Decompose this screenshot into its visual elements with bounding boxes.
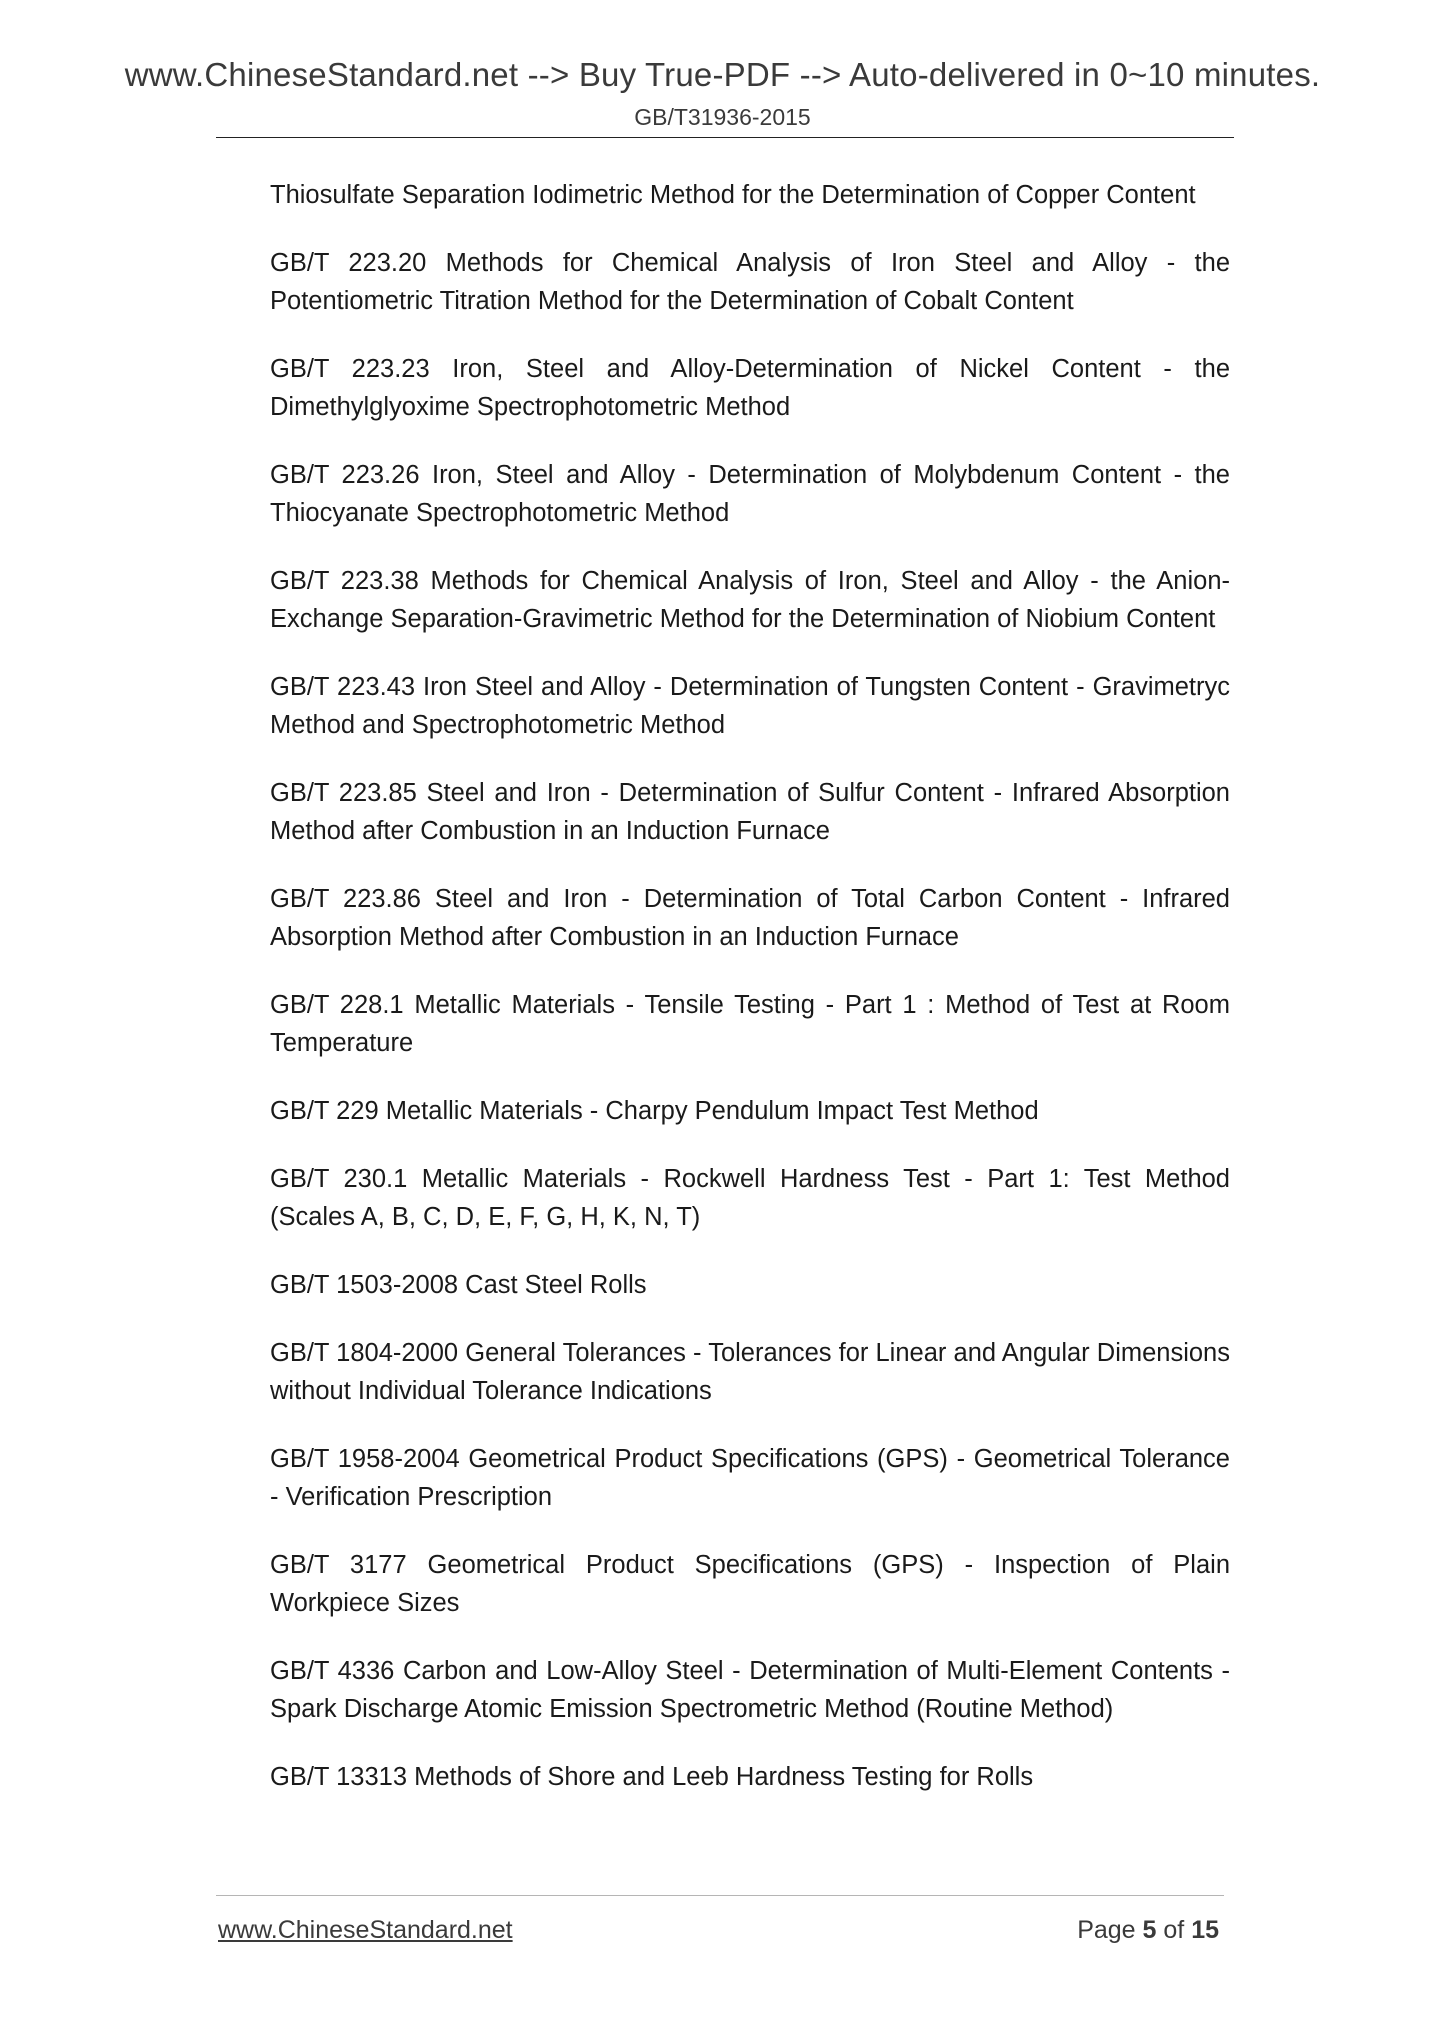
reference-item: GB/T 1503-2008 Cast Steel Rolls [270,1271,647,1299]
reference-item: GB/T 229 Metallic Materials - Charpy Pendulum Impact Test Method [270,1097,1039,1125]
current-page-number: 5 [1142,1916,1157,1944]
footer-divider [216,1895,1224,1896]
reference-item: Thiosulfate Separation Iodimetric Method for the Determination of Copper Content [270,181,1196,209]
reference-item: GB/T 223.38 Methods for Chemical Analysis of Iron, Steel and Alloy - the Anion-Exchange Separation-Gravimetric Method for the Determination of Niobium Content [270,567,1230,633]
reference-list [270,176,1230,1826]
reference-item: GB/T 1958-2004 Geometrical Product Specifications (GPS) - Geometrical Tolerance - Verification Prescription [270,1445,1230,1511]
reference-item: GB/T 3177 Geometrical Product Specifications (GPS) - Inspection of Plain Workpiece Sizes [270,1551,1230,1617]
reference-item: GB/T 223.85 Steel and Iron - Determination of Sulfur Content - Infrared Absorption Method after Combustion in an Induction Furnace [270,779,1230,845]
reference-item: GB/T 1804-2000 General Tolerances - Tolerances for Linear and Angular Dimensions without Individual Tolerance Indications [270,1339,1230,1405]
header-divider [216,137,1234,138]
reference-item: GB/T 223.86 Steel and Iron - Determination of Total Carbon Content - Infrared Absorption Method after Combustion in an Induction Furnace [270,885,1230,951]
page-label-prefix: Page [1077,1916,1143,1944]
document-id: GB/T31936-2015 [634,104,811,130]
page-label-of: of [1156,1916,1192,1944]
page-indicator [1077,1916,1219,1945]
reference-item: GB/T 13313 Methods of Shore and Leeb Hardness Testing for Rolls [270,1763,1034,1791]
reference-item: GB/T 223.23 Iron, Steel and Alloy-Determination of Nickel Content - the Dimethylglyoxime Spectrophotometric Method [270,355,1230,421]
reference-item: GB/T 223.43 Iron Steel and Alloy - Determination of Tungsten Content - Gravimetryc Method and Spectrophotometric Method [270,673,1230,739]
reference-item: GB/T 228.1 Metallic Materials - Tensile Testing - Part 1 : Method of Test at Room Temperature [270,991,1230,1057]
footer-website-link[interactable]: www.ChineseStandard.net [218,1916,513,1944]
reference-item: GB/T 223.20 Methods for Chemical Analysis of Iron Steel and Alloy - the Potentiometric Titration Method for the Determination of Cobalt Content [270,249,1230,315]
reference-item: GB/T 223.26 Iron, Steel and Alloy - Determination of Molybdenum Content - the Thiocyanate Spectrophotometric Method [270,461,1230,527]
reference-item: GB/T 230.1 Metallic Materials - Rockwell Hardness Test - Part 1: Test Method (Scales A, B, C, D, E, F, G, H, K, N, T) [270,1165,1230,1231]
header-banner: www.ChineseStandard.net --> Buy True-PDF --> Auto-delivered in 0~10 minutes. [124,56,1321,93]
total-page-number: 15 [1191,1916,1219,1944]
reference-item: GB/T 4336 Carbon and Low-Alloy Steel - Determination of Multi-Element Contents -Spark Discharge Atomic Emission Spectrometric Method (Routine Method) [270,1657,1230,1723]
